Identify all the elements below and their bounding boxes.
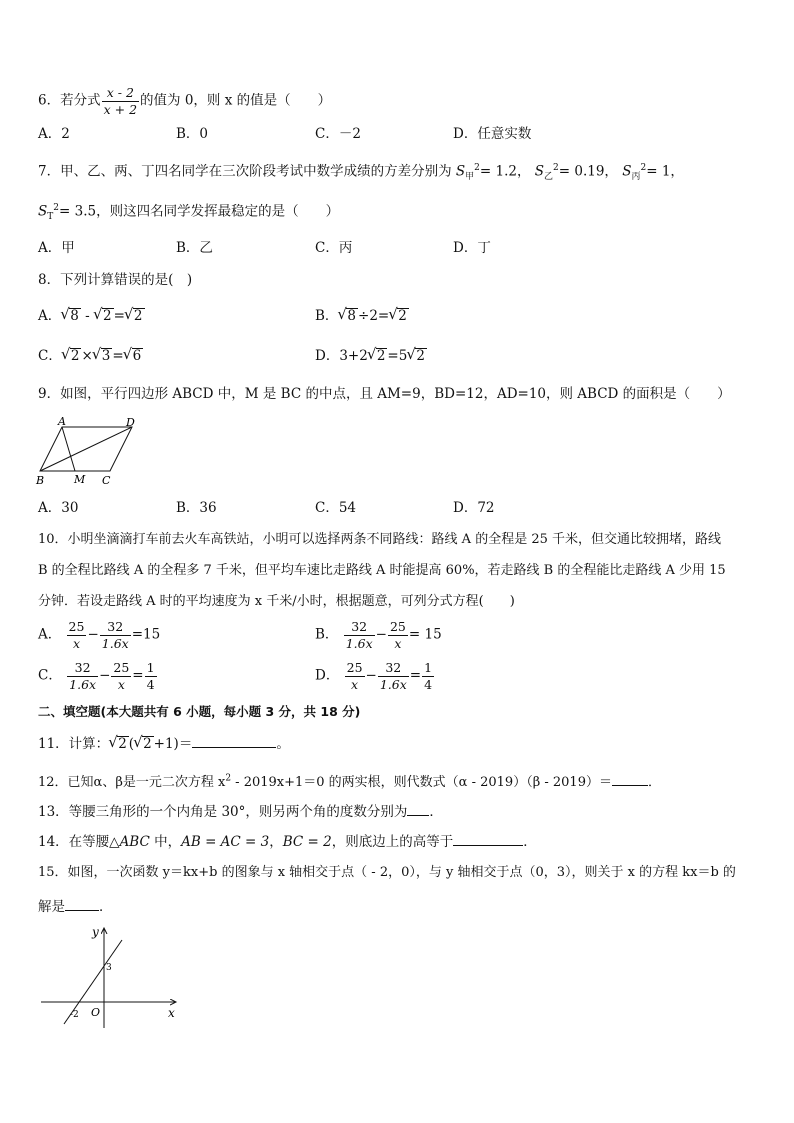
segment-am [62, 427, 75, 471]
q8-option-a: A．√ 8 - √ 2 =√ 2 [38, 308, 145, 324]
label-m: M [74, 473, 86, 486]
q10-option-d: D． $\frac{25}{x}$ − $\frac{32}{1.6x}$ = $\frac{1}{4}$ [315, 660, 433, 692]
q6-prefix: 6．若分式 [38, 92, 101, 109]
q10-stem-line2: B 的全程比路线 A 的全程多 7 千米，但平均车速比走路线 A 时能提高 60%，若走路线 B 的全程能比走路线 A 少用 15 [38, 563, 726, 578]
q10-option-a: A． $\frac{25}{x}$ − $\frac{32}{1.6x}$ =15 [38, 619, 161, 651]
q10-option-c: C． $\frac{32}{1.6x}$ − $\frac{25}{x}$ = $\frac{1}{4}$ [38, 660, 155, 692]
q10-stem-line1: 10．小明坐滴滴打车前去火车高铁站，小明可以选择两条不同路线：路线 A 的全程是 25 千米，但交通比较拥堵，路线 [38, 532, 722, 547]
q6-suffix: 的值为 0，则 x 的值是（ ） [140, 92, 332, 109]
q12-answer-blank[interactable] [612, 773, 648, 786]
q9-option-c: C．54 [315, 500, 357, 516]
q7-stem-line2: $S_T^2= 3.5$，则这四名同学发挥最稳定的是（ ） [38, 203, 340, 223]
q6-option-b: B．0 [176, 126, 209, 142]
q6-option-a: A．2 [38, 126, 70, 142]
q13-answer-blank[interactable] [407, 803, 429, 816]
tick-x-neg2: -2 [70, 1010, 79, 1020]
label-d: D [126, 416, 135, 429]
q7-option-b: B．乙 [176, 240, 213, 256]
q8-stem: 8．下列计算错误的是( ) [38, 272, 193, 288]
q14-stem: 14．在等腰△ABC 中，AB = AC = 3，BC = 2，则底边上的高等于 ． [38, 834, 537, 850]
q10-stem-line3: 分钟．若设走路线 A 时的平均速度为 x 千米/小时，根据题意，可列分式方程( ) [38, 594, 515, 609]
q11-stem: 11．计算：√ 2 (√ 2 +1)＝ 。 [38, 735, 290, 752]
y-axis-label: y [92, 925, 99, 939]
q8-option-c: C．√ 2 ×√ 3 =√ 6 [38, 348, 143, 364]
q8-option-d: D．3+2√ 2 =5√ 2 [315, 348, 427, 364]
q6-stem [38, 85, 331, 117]
q6-option-c: C．－2 [315, 126, 361, 142]
q7-option-c: C．丙 [315, 240, 353, 256]
q13-stem: 13．等腰三角形的一个内角是 30°，则另两个角的度数分别为 ． [38, 804, 443, 820]
label-b: B [36, 474, 45, 487]
q7-stem-line1: 7．甲、乙、两、丁四名同学在三次阶段考试中数学成绩的方差分别为 $S_甲^2= 1.2$， $S_乙^2= 0.19$， $S_丙^2= 1$， [38, 163, 684, 183]
q6-option-d: D．任意实数 [453, 126, 532, 142]
linear-function-graph [36, 922, 186, 1032]
q7-option-d: D．丁 [453, 240, 491, 256]
origin-label: O [91, 1006, 101, 1019]
q9-option-b: B．36 [176, 500, 217, 516]
q15-stem-line1: 15．如图，一次函数 y＝kx+b 的图象与 x 轴相交于点（ - 2，0），与 y 轴相交于点（0，3），则关于 x 的方程 kx＝b 的 [38, 865, 736, 880]
segment-bd [40, 427, 132, 471]
parallelogram-figure [30, 415, 170, 487]
label-a: A [58, 415, 66, 428]
q7-option-a: A．甲 [38, 240, 75, 256]
x-axis-label: x [168, 1006, 175, 1020]
q10-option-b: B． $\frac{32}{1.6x}$ − $\frac{25}{x}$ = 15 [315, 619, 442, 651]
q8-option-b: B．√ 8 ÷2=√ 2 [315, 308, 409, 324]
q12-stem: 12．已知α、β是一元二次方程 $x^2 - 2019x+1=0$ 的两实根，则代数式（α - 2019）（β - 2019）＝ ． [38, 773, 661, 790]
q9-option-d: D．72 [453, 500, 495, 516]
q14-answer-blank[interactable] [453, 833, 523, 846]
q11-answer-blank[interactable] [192, 735, 276, 748]
tick-y-3: 3 [106, 963, 112, 973]
section-2-title: 二、填空题(本大题共有 6 小题，每小题 3 分，共 18 分) [38, 704, 361, 719]
q9-option-a: A．30 [38, 500, 79, 516]
q15-answer-blank[interactable] [65, 898, 99, 911]
q15-stem-line2: 解是 ． [38, 899, 113, 915]
label-c: C [102, 474, 111, 487]
q9-stem: 9．如图，平行四边形 ABCD 中，M 是 BC 的中点，且 AM=9，BD=12，AD=10，则 ABCD 的面积是（ ） [38, 386, 731, 402]
q6-fraction: $\frac{x - 2}{x + 2}$ [103, 85, 138, 117]
